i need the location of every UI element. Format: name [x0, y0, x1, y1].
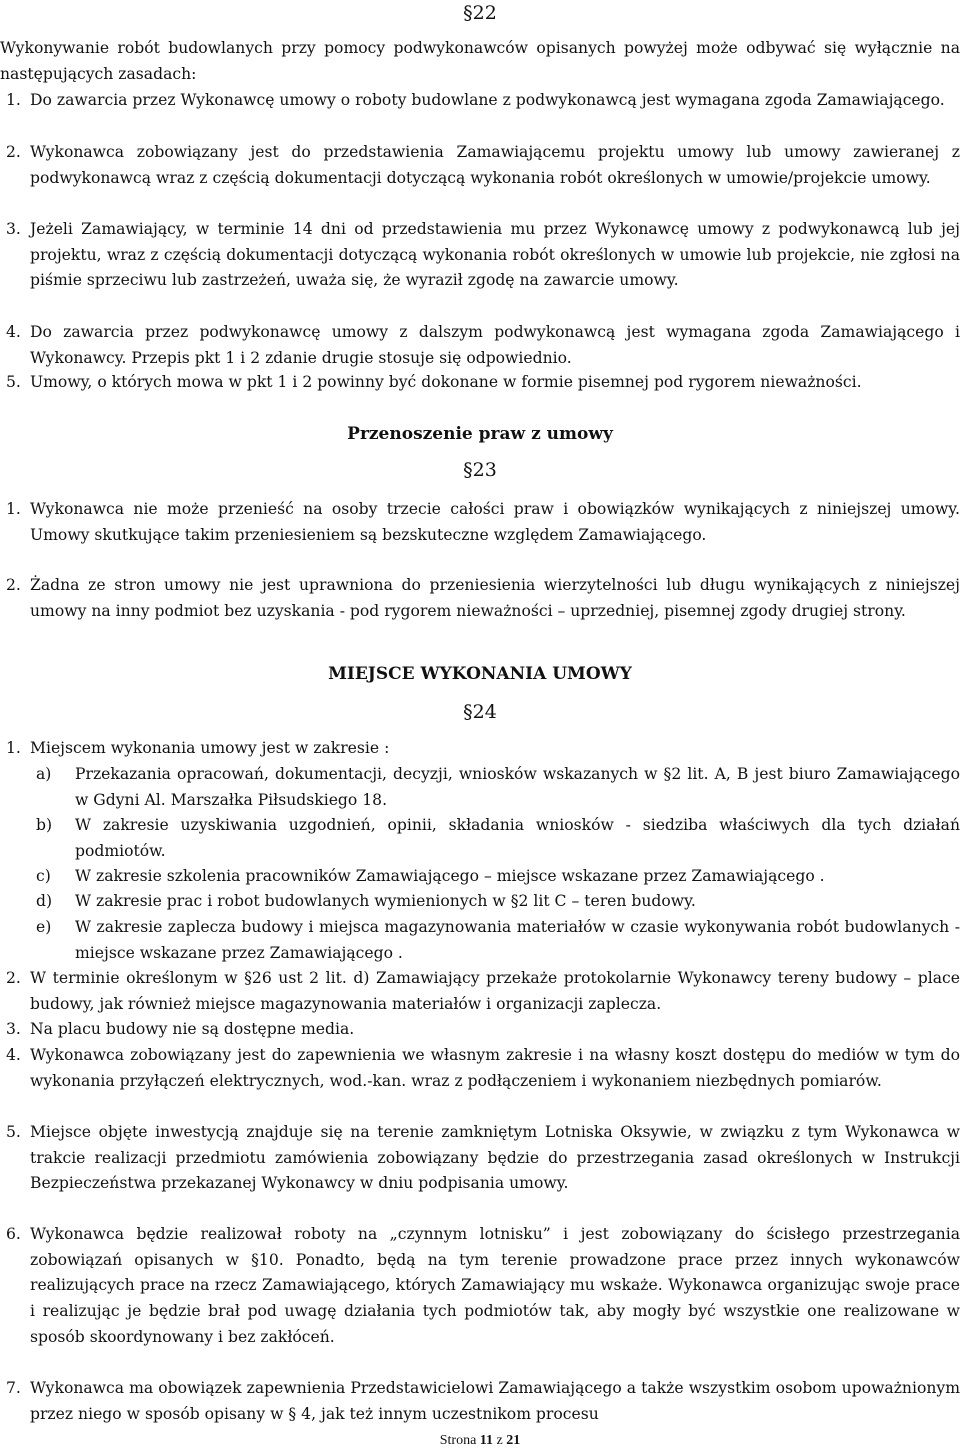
- footer-sep: z: [496, 1433, 503, 1448]
- footer-current-page: 11: [479, 1433, 494, 1448]
- item-number: 5.: [6, 1123, 21, 1141]
- list-item: [0, 497, 960, 548]
- item-text: Na placu budowy nie są dostępne media.: [30, 1020, 355, 1038]
- sub-item-label: a): [36, 765, 52, 783]
- section-23-title: Przenoszenie praw z umowy: [347, 424, 613, 444]
- item-number: 1.: [6, 739, 21, 757]
- section-24-heading: §24: [463, 701, 497, 723]
- item-text: Miejsce objęte inwestycją znajduje się na terenie zamkniętym Lotniska Oksywie, w związku z tym Wykonawca w trakcie realizacji przedmiotu zamówienia zobowiązany będzie do przestrzegania zasad określonych w Instrukcji Bezpieczeństwa przekazanej Wykonawcy w dniu podpisania umowy.: [30, 1123, 960, 1193]
- sub-item-label: b): [36, 816, 53, 834]
- list-item: [0, 1017, 960, 1043]
- item-text: Żadna ze stron umowy nie jest uprawniona do przeniesienia wierzytelności lub długu wynikających z niniejszej umowy na inny podmiot bez uzyskania - pod rygorem nieważności – uprzedniej, pisemnej zgody drugiej strony.: [30, 576, 960, 620]
- page-footer: [0, 1432, 960, 1450]
- section-24-list-3: [0, 1017, 960, 1043]
- item-text: Wykonawca nie może przenieść na osoby trzecie całości praw i obowiązków wynikających z niniejszej umowy. Umowy skutkujące takim przeniesieniem są bezskuteczne względem Zamawiającego.: [30, 500, 960, 544]
- sub-item-text: W zakresie uzyskiwania uzgodnień, opinii, składania wniosków - siedziba właściwych dla tych działań podmiotów.: [75, 816, 960, 860]
- sub-item: [0, 813, 960, 864]
- item-number: 4.: [6, 323, 21, 341]
- item-number: 7.: [6, 1379, 21, 1397]
- sub-item-text: W zakresie szkolenia pracowników Zamawiającego – miejsce wskazane przez Zamawiającego .: [75, 867, 825, 885]
- sub-item: [0, 762, 960, 813]
- section-24-sublist-d: [0, 889, 960, 915]
- section-24-sublist-b: [0, 813, 960, 864]
- section-24-sublist-c: [0, 864, 960, 890]
- item-text: W terminie określonym w §26 ust 2 lit. d) Zamawiający przekaże protokolarnie Wykonawcy tereny budowy – place budowy, jak również miejsce magazynowania materiałów i organizacji zaplecza.: [30, 969, 960, 1013]
- list-item: [0, 1376, 960, 1427]
- section-24-list-6: [0, 1222, 960, 1351]
- list-item: [0, 966, 960, 1017]
- item-number: 2.: [6, 576, 21, 594]
- section-22-intro: Wykonywanie robót budowlanych przy pomocy podwykonawców opisanych powyżej może odbywać się wyłącznie na następujących zasadach:: [0, 39, 960, 83]
- section-22-list-3: [0, 217, 960, 294]
- list-item: [0, 1043, 960, 1094]
- item-text: Wykonawca będzie realizował roboty na „czynnym lotnisku” i jest zobowiązany do ścisłego przestrzegania zobowiązań opisanych w §10. Ponadto, będą na tym terenie prowadzone prace przez innych wykonawców realizujących prace na rzecz Zamawiającego, których Zamawiający mu wskaże. Wykonawca organizując swoje prace i realizując je będzie brał pod uwagę działania tych podmiotów tak, aby mogły być wszystkie one realizowane w sposób skoordynowany i bez zakłóceń.: [30, 1225, 960, 1346]
- sub-item: [0, 915, 960, 966]
- item-text: Miejscem wykonania umowy jest w zakresie :: [30, 739, 390, 757]
- list-item: [0, 1120, 960, 1197]
- section-22-list-4: [0, 320, 960, 371]
- sub-item-text: W zakresie prac i robot budowlanych wymienionych w §2 lit C – teren budowy.: [75, 892, 696, 910]
- section-23-list-1: [0, 497, 960, 548]
- section-22-list-2: [0, 140, 960, 191]
- item-number: 6.: [6, 1225, 21, 1243]
- footer-total-pages: 21: [506, 1433, 521, 1448]
- list-item: [0, 88, 960, 114]
- item-text: Do zawarcia przez podwykonawcę umowy z dalszym podwykonawcą jest wymagana zgoda Zamawiającego i Wykonawcy. Przepis pkt 1 i 2 zdanie drugie stosuje się odpowiednio.: [30, 323, 960, 367]
- item-number: 5.: [6, 373, 21, 391]
- list-item: [0, 573, 960, 624]
- list-item: [0, 370, 960, 396]
- section-24-list-4: [0, 1043, 960, 1094]
- item-number: 2.: [6, 143, 21, 161]
- item-number: 1.: [6, 500, 21, 518]
- list-item: [0, 217, 960, 294]
- list-item: [0, 320, 960, 371]
- sub-item-label: e): [36, 918, 52, 936]
- section-24-list-7: [0, 1376, 960, 1427]
- list-item: [0, 140, 960, 191]
- section-24-sublist-a: [0, 762, 960, 813]
- item-text: Jeżeli Zamawiający, w terminie 14 dni od przedstawienia mu przez Wykonawcę umowy z podwykonawcą lub jej projektu, wraz z częścią dokumentacji dotyczącą wykonania robót określonych w umowie lub projekcie, nie zgłosi na piśmie sprzeciwu lub zastrzeżeń, uważa się, że wyraził zgodę na zawarcie umowy.: [30, 220, 960, 290]
- item-text: Wykonawca zobowiązany jest do przedstawienia Zamawiającemu projektu umowy lub umowy zawieranej z podwykonawcą wraz z częścią dokumentacji dotyczącą wykonania robót określonych w umowie/projekcie umowy.: [30, 143, 960, 187]
- section-23-heading: §23: [463, 459, 497, 481]
- footer-prefix: Strona: [439, 1433, 477, 1448]
- section-24-list-2: [0, 966, 960, 1017]
- sub-item-text: W zakresie zaplecza budowy i miejsca magazynowania materiałów w czasie wykonywania robót budowlanych - miejsce wskazane przez Zamawiającego .: [75, 918, 960, 962]
- item-number: 2.: [6, 969, 21, 987]
- item-number: 3.: [6, 1020, 21, 1038]
- item-text: Do zawarcia przez Wykonawcę umowy o roboty budowlane z podwykonawcą jest wymagana zgoda Zamawiającego.: [30, 91, 945, 109]
- sub-item: [0, 889, 960, 915]
- section-24-title: MIEJSCE WYKONANIA UMOWY: [328, 664, 632, 684]
- section-22-list-5: [0, 370, 960, 396]
- item-text: Wykonawca zobowiązany jest do zapewnienia we własnym zakresie i na własny koszt dostępu do mediów w tym do wykonania przyłączeń elektrycznych, wod.-kan. wraz z podłączeniem i wykonaniem niezbędnych pomiarów.: [30, 1046, 960, 1090]
- list-item: [0, 1222, 960, 1351]
- sub-item-label: c): [36, 867, 51, 885]
- item-number: 1.: [6, 91, 21, 109]
- sub-item-text: Przekazania opracowań, dokumentacji, decyzji, wniosków wskazanych w §2 lit. A, B jest biuro Zamawiającego w Gdyni Al. Marszałka Piłsudskiego 18.: [75, 765, 960, 809]
- item-number: 3.: [6, 220, 21, 238]
- section-24-list-1: [0, 736, 960, 762]
- section-22-heading: §22: [463, 2, 497, 24]
- section-24-sublist-e: [0, 915, 960, 966]
- section-22-list: [0, 88, 960, 114]
- sub-item: [0, 864, 960, 890]
- list-item: [0, 736, 960, 762]
- item-text: Umowy, o których mowa w pkt 1 i 2 powinny być dokonane w formie pisemnej pod rygorem nieważności.: [30, 373, 862, 391]
- section-24-list-5: [0, 1120, 960, 1197]
- item-text: Wykonawca ma obowiązek zapewnienia Przedstawicielowi Zamawiającego a także wszystkim osobom upoważnionym przez niego w sposób opisany w § 4, jak też innym uczestnikom procesu: [30, 1379, 960, 1423]
- item-number: 4.: [6, 1046, 21, 1064]
- sub-item-label: d): [36, 892, 53, 910]
- section-23-list-2: [0, 573, 960, 624]
